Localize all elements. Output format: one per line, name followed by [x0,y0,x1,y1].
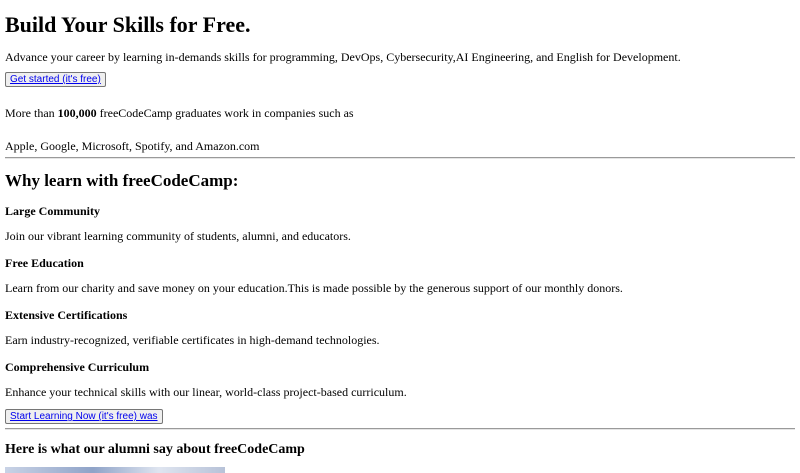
graduates-stat [5,106,795,120]
feature-title: Comprehensive Curriculum [5,360,150,374]
feature-description: Join our vibrant learning community of students, alumni, and educators. [5,229,351,243]
feature-description: Enhance your technical skills with our linear, world-class project-based curriculum. [5,385,407,399]
stat-suffix: freeCodeCamp graduates work in companies such as [96,106,354,120]
hero-title: Build Your Skills for Free. [5,12,251,37]
feature-free-education [5,256,795,295]
start-learning-button[interactable]: Start Learning Now (it's free) was [5,409,163,424]
feature-large-community [5,204,795,243]
feature-extensive-certifications [5,308,795,347]
feature-comprehensive-curriculum [5,360,795,399]
why-heading: Why learn with freeCodeCamp: [5,171,239,190]
get-started-button[interactable]: Get started (it's free) [5,72,106,87]
feature-description: Earn industry-recognized, verifiable certificates in high-demand technologies. [5,333,380,347]
feature-title: Free Education [5,256,84,270]
companies-list: Apple, Google, Microsoft, Spotify, and Amazon.com [5,139,260,153]
section-divider [5,157,795,159]
feature-description: Learn from our charity and save money on your education.This is made possible by the generous support of our monthly donors. [5,281,623,295]
feature-title: Large Community [5,204,100,218]
alumni-photo [5,467,225,473]
hero-subtitle: Advance your career by learning in-demands skills for programming, DevOps, Cybersecurity,AI Engineering, and English for Development. [5,50,681,64]
feature-title: Extensive Certifications [5,308,128,322]
section-divider [5,428,795,430]
testimonials-heading: Here is what our alumni say about freeCodeCamp [5,442,305,457]
graduates-count: 100,000 [57,106,97,120]
stat-prefix: More than [5,106,58,120]
